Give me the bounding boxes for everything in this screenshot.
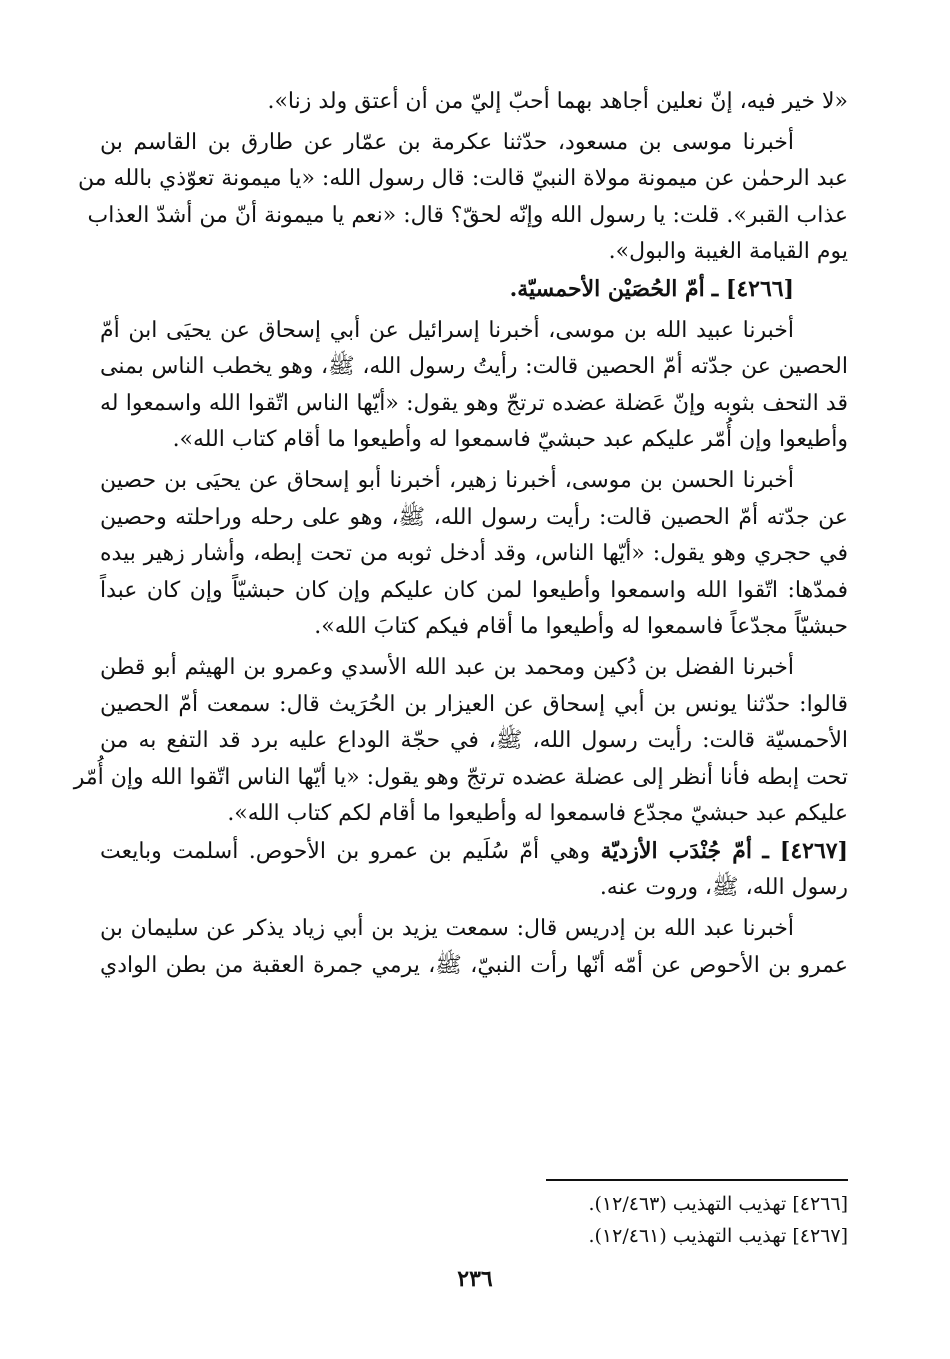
- text-line: وأطيعوا وإن أُمّر عليكم عبد حبشيّ فاسمعوا له وأطيعوا ما أقام كتاب الله».: [172, 427, 848, 453]
- text-line: حبشيّاً مجدّعاً فاسمعوا له وأطيعوا ما أقام فيكم كتابَ الله».: [314, 614, 848, 640]
- text-line: فمدّها: اتّقوا الله واسمعوا وأطيعوا لمن كان عليكم وإن كان حبشيّاً وإن كان عبداً: [100, 577, 848, 603]
- text-line: قد التحف بثوبه وإنّ عَضلة عضده ترتجّ وهو يقول: «أيّها الناس اتّقوا الله واسمعوا له: [100, 390, 848, 416]
- text-line: أخبرنا عبد الله بن إدريس قال: سمعت يزيد بن أبي زياد يذكر عن سليمان بن: [100, 916, 794, 942]
- text-line: في حجري وهو يقول: «أيّها الناس، وقد أدخل ثوبه من تحت إبطه، وأشار زهير بيده: [100, 541, 848, 567]
- text-line: أخبرنا الحسن بن موسى، أخبرنا زهير، أخبرنا أبو إسحاق عن يحيَى بن حصين: [100, 467, 794, 493]
- text-line: أخبرنا الفضل بن دُكين ومحمد بن عبد الله الأسدي وعمرو بن الهيثم أبو قطن: [100, 654, 794, 680]
- text-line: عبد الرحمٰن عن ميمونة مولاة النبيّ قالت: قال رسول الله: «يا ميمونة تعوّذي بالله من: [77, 166, 848, 192]
- text-line: الأحمسيّة قالت: رأيت رسول الله، ﷺ، في حجّة الوداع عليه برد قد التفع به من: [100, 728, 848, 754]
- text-line: الحصين عن جدّته أمّ الحصين قالت: رأيتُ رسول الله، ﷺ، وهو يخطب الناس بمنى: [100, 354, 848, 380]
- page-number: ٢٣٦: [457, 1266, 493, 1292]
- text-line: تحت إبطه فأنا أنظر إلى عضلة عضده ترتجّ وهو يقول: «يا أيّها الناس اتّقوا الله وإن أُمّر: [73, 764, 848, 790]
- text-line: يوم القيامة الغيبة والبول».: [608, 239, 848, 265]
- entry-heading-4266: [100, 271, 848, 309]
- text-line: أخبرنا عبيد الله بن موسى، أخبرنا إسرائيل عن أبي إسحاق عن يحيَى ابن أمّ: [100, 317, 794, 343]
- text-line: أخبرنا موسى بن مسعود، حدّثنا عكرمة بن عمّار عن طارق بن القاسم بن: [100, 129, 794, 155]
- footnote-divider: [546, 1179, 848, 1181]
- entry-heading-4267: [100, 833, 848, 871]
- entry-name: أمّ الحُصَيْن الأحمسيّة.: [509, 275, 705, 302]
- entry-name: أمّ جُنْدَب الأزديّة: [600, 837, 752, 864]
- page-body: [73, 84, 849, 984]
- text-line: عذاب القبر». قلت: يا رسول الله وإنّه لحقّ؟ قال: «نعم يا ميمونة أنّ من أشدّ العذاب: [87, 202, 848, 228]
- entry-number: [٤٢٦٧] ـ: [762, 837, 849, 864]
- text-line: «لا خير فيه، إنّ نعلين أجاهد بهما أحبّ إليّ من أن أعتق ولد زنا».: [267, 89, 848, 114]
- text-line: عليكم عبد حبشيّ مجدّع فاسمعوا له وأطيعوا ما أقام لكم كتاب الله».: [227, 801, 848, 827]
- text-line: عن جدّته أمّ الحصين قالت: رأيت رسول الله، ﷺ، وهو على رحله وراحلته وحصين: [100, 504, 848, 530]
- text-line: رسول الله، ﷺ، وروت عنه.: [599, 875, 848, 901]
- footnote: [٤٢٦٦] تهذيب التهذيب (١٢/٤٦٣).: [588, 1193, 848, 1215]
- text-line: قالوا: حدّثنا يونس بن أبي إسحاق عن العيزار بن الحُرَيث قال: سمعت أمّ الحصين: [100, 691, 848, 717]
- text-line: عمرو بن الأحوص عن أمّه أنّها رأت النبيّ، ﷺ، يرمي جمرة العقبة من بطن الوادي: [100, 952, 848, 978]
- footnote: [٤٢٦٧] تهذيب التهذيب (١٢/٤٦١).: [588, 1225, 848, 1247]
- footnotes: [348, 1188, 848, 1252]
- entry-description: وهي أمّ سُلَيم بن عمرو بن الأحوص. أسلمت وبايعت: [100, 838, 591, 864]
- entry-number: [٤٢٦٦] ـ: [711, 275, 794, 302]
